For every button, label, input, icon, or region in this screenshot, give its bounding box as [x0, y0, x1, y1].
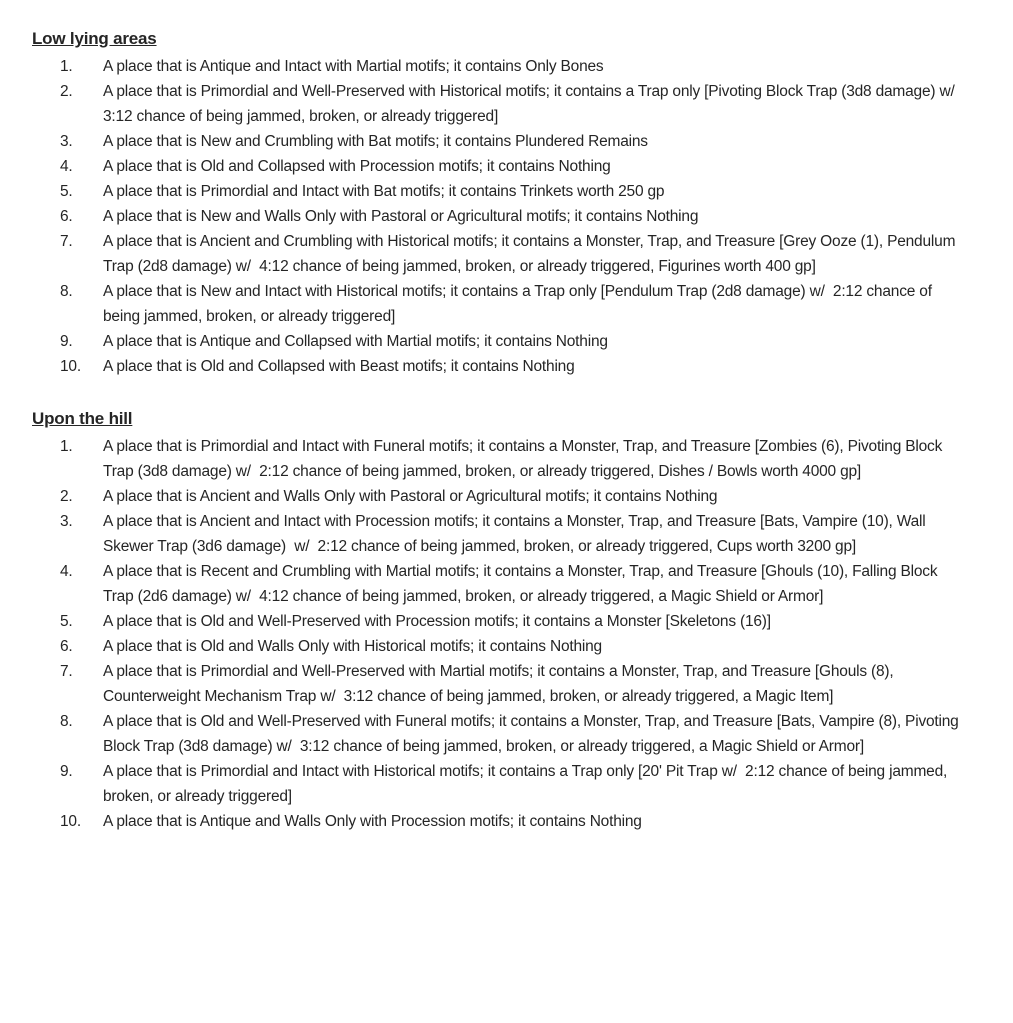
item-text: A place that is Primordial and Intact with Bat motifs; it contains Trinkets worth 250 gp	[103, 183, 665, 200]
item-text: A place that is Primordial and Well-Preserved with Historical motifs; it contains a Trap only [Pivoting Block Trap (3d8 damage) w/ 3:12 chance of being jammed, broken, or already triggered]	[103, 83, 963, 125]
list-item	[32, 229, 963, 279]
item-number: 5.	[60, 613, 73, 630]
item-text: A place that is Primordial and Intact with Historical motifs; it contains a Trap only [20' Pit Trap w/ 2:12 chance of being jammed, broken, or already triggered]	[103, 763, 952, 805]
section-heading: Low lying areas	[32, 29, 157, 48]
list-item	[32, 609, 963, 634]
section-heading: Upon the hill	[32, 409, 133, 428]
item-number: 2.	[60, 83, 73, 100]
item-text: A place that is New and Intact with Historical motifs; it contains a Trap only [Pendulum Trap (2d8 damage) w/ 2:12 chance of being jammed, broken, or already triggered]	[103, 283, 936, 325]
item-text: A place that is Old and Collapsed with Beast motifs; it contains Nothing	[103, 358, 575, 375]
list-item	[32, 484, 963, 509]
list-item	[32, 179, 963, 204]
item-number: 4.	[60, 158, 73, 175]
item-text: A place that is Ancient and Walls Only with Pastoral or Agricultural motifs; it contains Nothing	[103, 488, 718, 505]
list-item	[32, 329, 963, 354]
item-number: 3.	[60, 133, 73, 150]
item-text: A place that is Recent and Crumbling with Martial motifs; it contains a Monster, Trap, and Treasure [Ghouls (10), Falling Block Trap (2d6 damage) w/ 4:12 chance of being jammed, broken, or already triggered, a Magic Shield or Armor]	[103, 563, 942, 605]
item-number: 7.	[60, 663, 73, 680]
item-number: 5.	[60, 183, 73, 200]
item-number: 10.	[60, 813, 81, 830]
item-number: 1.	[60, 438, 73, 455]
list-item	[32, 634, 963, 659]
list-item	[32, 204, 963, 229]
list-item	[32, 809, 963, 834]
item-number: 10.	[60, 358, 81, 375]
item-text: A place that is Antique and Intact with Martial motifs; it contains Only Bones	[103, 58, 604, 75]
item-number: 4.	[60, 563, 73, 580]
item-text: A place that is Primordial and Intact with Funeral motifs; it contains a Monster, Trap, and Treasure [Zombies (6), Pivoting Block Trap (3d8 damage) w/ 2:12 chance of being jammed, broken, or already triggered, Dishes / Bowls worth 4000 gp]	[103, 438, 946, 480]
item-number: 9.	[60, 763, 73, 780]
item-text: A place that is Primordial and Well-Preserved with Martial motifs; it contains a Monster, Trap, and Treasure [Ghouls (8), Counterweight Mechanism Trap w/ 3:12 chance of being jammed, broken, or already triggered, a Magic Item]	[103, 663, 898, 705]
item-text: A place that is Antique and Walls Only with Procession motifs; it contains Nothing	[103, 813, 642, 830]
item-number: 9.	[60, 333, 73, 350]
item-text: A place that is New and Crumbling with Bat motifs; it contains Plundered Remains	[103, 133, 648, 150]
item-text: A place that is Ancient and Intact with Procession motifs; it contains a Monster, Trap, and Treasure [Bats, Vampire (10), Wall Skewer Trap (3d6 damage) w/ 2:12 chance of being jammed, broken, or already triggered, Cups worth 3200 gp]	[103, 513, 930, 555]
item-number: 6.	[60, 208, 73, 225]
item-number: 8.	[60, 713, 73, 730]
list-item	[32, 509, 963, 559]
item-text: A place that is Ancient and Crumbling with Historical motifs; it contains a Monster, Trap, and Treasure [Grey Ooze (1), Pendulum Trap (2d8 damage) w/ 4:12 chance of being jammed, broken, or already triggered, Figurines worth 400 gp]	[103, 233, 960, 275]
item-number: 3.	[60, 513, 73, 530]
list-item	[32, 154, 963, 179]
list-item	[32, 129, 963, 154]
item-text: A place that is New and Walls Only with Pastoral or Agricultural motifs; it contains Nothing	[103, 208, 699, 225]
list-item	[32, 79, 963, 129]
item-number: 7.	[60, 233, 73, 250]
list-item	[32, 659, 963, 709]
list-item	[32, 434, 963, 484]
item-number: 8.	[60, 283, 73, 300]
item-text: A place that is Antique and Collapsed with Martial motifs; it contains Nothing	[103, 333, 608, 350]
list-item	[32, 759, 963, 809]
list-item	[32, 559, 963, 609]
item-text: A place that is Old and Collapsed with Procession motifs; it contains Nothing	[103, 158, 611, 175]
list-section	[32, 26, 963, 379]
places-list	[32, 54, 963, 379]
list-item	[32, 279, 963, 329]
item-number: 1.	[60, 58, 73, 75]
item-text: A place that is Old and Well-Preserved with Funeral motifs; it contains a Monster, Trap, and Treasure [Bats, Vampire (8), Pivoting Block Trap (3d8 damage) w/ 3:12 chance of being jammed, broken, or already triggered, a Magic Shield or Armor]	[103, 713, 963, 755]
item-text: A place that is Old and Well-Preserved with Procession motifs; it contains a Monster [Skeletons (16)]	[103, 613, 771, 630]
places-list	[32, 434, 963, 834]
list-item	[32, 354, 963, 379]
item-number: 6.	[60, 638, 73, 655]
list-item	[32, 709, 963, 759]
list-item	[32, 54, 963, 79]
item-text: A place that is Old and Walls Only with Historical motifs; it contains Nothing	[103, 638, 602, 655]
list-section	[32, 406, 963, 834]
item-number: 2.	[60, 488, 73, 505]
